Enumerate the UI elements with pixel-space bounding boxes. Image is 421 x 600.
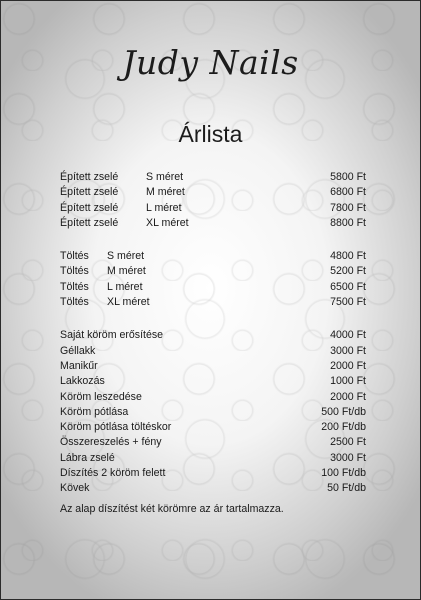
service-price: 4000 Ft — [330, 329, 366, 342]
price-row — [60, 466, 366, 481]
service-price: 8800 Ft — [330, 216, 366, 229]
service-price: 3000 Ft — [330, 344, 366, 357]
service-price: 6500 Ft — [330, 280, 366, 293]
content — [1, 1, 420, 599]
price-row — [60, 344, 366, 359]
service-price: 7800 Ft — [330, 201, 366, 214]
service-price: 500 Ft/db — [321, 405, 366, 418]
price-row — [60, 170, 366, 185]
price-row — [60, 264, 366, 279]
price-row — [60, 374, 366, 389]
price-row — [60, 185, 366, 200]
service-price: 6800 Ft — [330, 186, 366, 199]
service-name: Töltés — [60, 265, 89, 278]
price-row — [60, 295, 366, 310]
service-name: Kövek — [60, 482, 90, 495]
service-size: M méret — [146, 186, 185, 199]
service-name: Köröm leszedése — [60, 390, 142, 403]
service-name: Lábra zselé — [60, 451, 115, 464]
price-row — [60, 201, 366, 216]
price-group-other-services — [60, 328, 366, 496]
service-price: 50 Ft/db — [327, 482, 366, 495]
service-price: 1000 Ft — [330, 375, 366, 388]
service-size: S méret — [107, 250, 145, 263]
price-row — [60, 435, 366, 450]
service-price: 2000 Ft — [330, 359, 366, 372]
service-name: Géllakk — [60, 344, 96, 357]
service-price: 100 Ft/db — [321, 467, 366, 480]
service-price: 2000 Ft — [330, 390, 366, 403]
price-row — [60, 280, 366, 295]
service-price: 5200 Ft — [330, 265, 366, 278]
service-name: Saját köröm erősítése — [60, 329, 164, 342]
service-size: L méret — [146, 201, 182, 214]
footnote: Az alap díszítést két körömre az ár tartalmazza. — [60, 503, 284, 515]
service-name: Épített zselé — [60, 216, 119, 229]
service-name: Manikűr — [60, 359, 98, 372]
service-size: S méret — [146, 171, 184, 183]
service-name: Épített zselé — [60, 171, 119, 183]
price-row — [60, 451, 366, 466]
brand-logo: Judy Nails — [122, 43, 299, 82]
price-group-fill — [60, 249, 366, 310]
service-name: Épített zselé — [60, 186, 119, 199]
service-name: Díszítés 2 köröm felett — [60, 467, 166, 480]
service-size: L méret — [107, 280, 143, 293]
price-row — [60, 359, 366, 374]
service-price: 4800 Ft — [330, 250, 366, 263]
service-size: M méret — [107, 265, 146, 278]
price-row — [60, 481, 366, 496]
service-name: Lakkozás — [60, 375, 105, 388]
service-price: 3000 Ft — [330, 451, 366, 464]
service-size: XL méret — [107, 296, 150, 309]
service-price: 200 Ft/db — [321, 421, 366, 434]
price-row — [60, 328, 366, 343]
service-price: 7500 Ft — [330, 296, 366, 309]
service-name: Köröm pótlása — [60, 405, 129, 418]
service-name: Összereszelés + fény — [60, 436, 162, 449]
price-row — [60, 390, 366, 405]
service-name: Köröm pótlása töltéskor — [60, 421, 172, 434]
price-group-built-gel — [60, 170, 366, 231]
price-row — [60, 216, 366, 231]
price-row — [60, 405, 366, 420]
service-name: Töltés — [60, 296, 89, 309]
price-row — [60, 420, 366, 435]
service-name: Épített zselé — [60, 201, 119, 214]
service-price: 5800 Ft — [330, 171, 366, 183]
price-row — [60, 249, 366, 264]
service-name: Töltés — [60, 250, 89, 263]
service-price: 2500 Ft — [330, 436, 366, 449]
price-table — [60, 170, 366, 497]
service-size: XL méret — [146, 216, 189, 229]
service-name: Töltés — [60, 280, 89, 293]
page-title: Árlista — [178, 121, 243, 147]
